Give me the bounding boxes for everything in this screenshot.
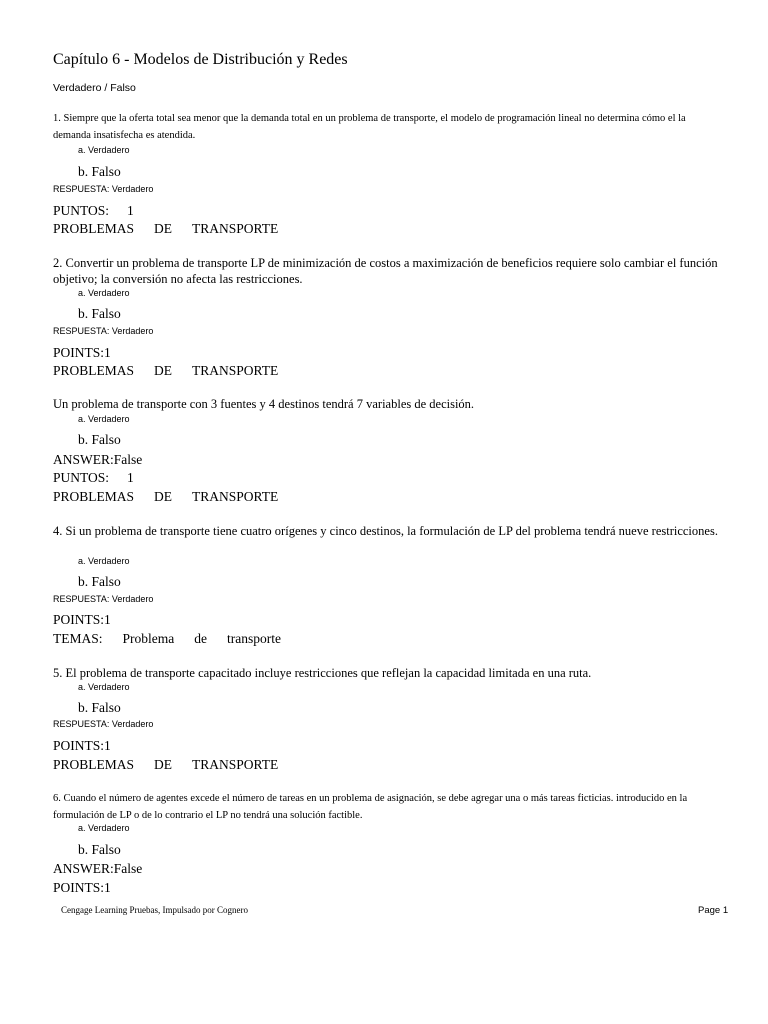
question-1-option-a: a. Verdadero	[78, 145, 130, 155]
question-2-option-a: a. Verdadero	[78, 288, 130, 298]
question-2-option-b: b. Falso	[78, 306, 121, 321]
question-4-option-b: b. Falso	[78, 574, 121, 589]
question-5-topic	[53, 757, 278, 773]
topic-word: TRANSPORTE	[192, 221, 279, 236]
points-value: 1	[127, 470, 134, 485]
question-6-option-a: a. Verdadero	[78, 823, 130, 833]
question-1-option-b: b. Falso	[78, 164, 121, 179]
question-1-points	[53, 203, 134, 219]
question-3-answer: ANSWER:False	[53, 452, 143, 467]
topic-word: PROBLEMAS	[53, 221, 135, 236]
topic-word: TRANSPORTE	[192, 757, 279, 772]
topic-word: DE	[154, 363, 173, 378]
question-5-answer: RESPUESTA: Verdadero	[53, 719, 154, 729]
question-1-topic	[53, 221, 278, 237]
topic-word: Problema	[122, 631, 175, 646]
question-5-stem: 5. El problema de transporte capacitado incluye restricciones que reflejan la capacidad limitada en una ruta.	[53, 666, 592, 680]
question-3-option-b: b. Falso	[78, 432, 121, 447]
question-4-points: POINTS:1	[53, 612, 111, 627]
topic-word: DE	[154, 757, 173, 772]
points-label: PUNTOS:	[53, 470, 110, 485]
question-2-topic	[53, 363, 278, 379]
question-3-option-a: a. Verdadero	[78, 414, 130, 424]
question-4-option-a: a. Verdadero	[78, 556, 130, 566]
question-3-points	[53, 470, 134, 486]
page-number: Page 1	[698, 905, 729, 916]
question-4-topic	[53, 631, 281, 647]
points-value: 1	[127, 203, 134, 218]
question-6-stem: 6. Cuando el número de agentes excede el número de tareas en un problema de asignación, se debe agregar una o más tareas ficticias. introducido en la formulación de LP o de lo contrario el LP no tendrá una solución factible.	[53, 793, 688, 821]
section-heading: Verdadero / Falso	[53, 82, 136, 94]
topic-word: transporte	[227, 631, 281, 646]
question-2-points: POINTS:1	[53, 345, 111, 360]
question-1-answer: RESPUESTA: Verdadero	[53, 184, 154, 194]
topic-word: DE	[154, 489, 173, 504]
topic-word: TEMAS:	[53, 631, 103, 646]
topic-word: TRANSPORTE	[192, 363, 279, 378]
question-4-answer: RESPUESTA: Verdadero	[53, 594, 154, 604]
topic-word: TRANSPORTE	[192, 489, 279, 504]
question-2-stem: 2. Convertir un problema de transporte LP de minimización de costos a maximización de beneficios requiere solo cambiar el función objetivo; la conversión no afecta las restricciones.	[53, 256, 718, 286]
question-1-stem: 1. Siempre que la oferta total sea menor que la demanda total en un problema de transporte, el modelo de programación lineal no determina cómo el la demanda insatisfecha es atendida.	[53, 113, 686, 141]
question-6-answer: ANSWER:False	[53, 861, 143, 876]
topic-word: PROBLEMAS	[53, 363, 135, 378]
question-5-points: POINTS:1	[53, 738, 111, 753]
question-5-option-b: b. Falso	[78, 700, 121, 715]
points-label: PUNTOS:	[53, 203, 110, 218]
topic-word: PROBLEMAS	[53, 757, 135, 772]
topic-word: de	[194, 631, 208, 646]
footer-credit: Cengage Learning Pruebas, Impulsado por Cognero	[61, 905, 248, 915]
topic-word: PROBLEMAS	[53, 489, 135, 504]
topic-word: DE	[154, 221, 173, 236]
question-4-stem: 4. Si un problema de transporte tiene cuatro orígenes y cinco destinos, la formulación de LP del problema tendrá nueve restricciones.	[53, 524, 718, 538]
question-3-topic	[53, 489, 278, 505]
question-6-option-b: b. Falso	[78, 842, 121, 857]
question-2-answer: RESPUESTA: Verdadero	[53, 326, 154, 336]
question-3-stem: Un problema de transporte con 3 fuentes y 4 destinos tendrá 7 variables de decisión.	[53, 397, 475, 411]
question-5-option-a: a. Verdadero	[78, 682, 130, 692]
page-title: Capítulo 6 - Modelos de Distribución y Redes	[53, 51, 348, 68]
question-6-points: POINTS:1	[53, 880, 111, 895]
